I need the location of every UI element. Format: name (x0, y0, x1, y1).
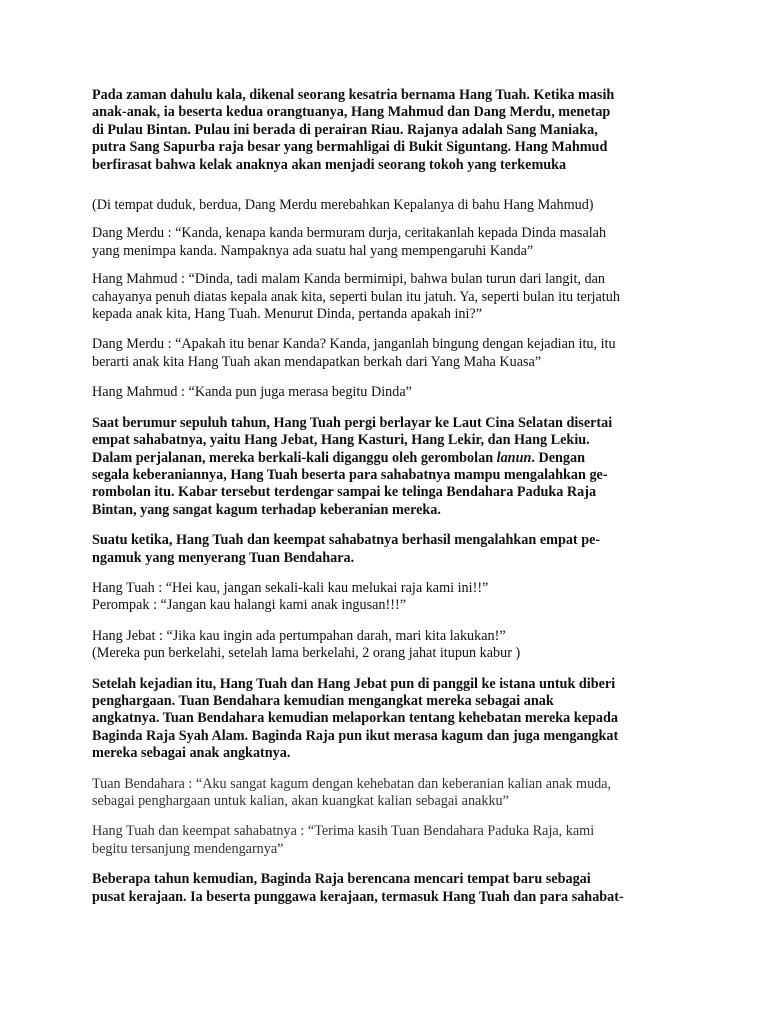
paragraph-gap (92, 810, 686, 823)
text-line: sebagai penghargaan untuk kalian, akan kuangkat kalian sebagai anakku” (92, 793, 509, 809)
paragraph-dialogue-dang-merdu-2 (92, 336, 686, 371)
text-line: begitu tersanjung mendengarnya” (92, 840, 284, 857)
paragraph-gap (92, 858, 686, 871)
text-line: yang menimpa kanda. Nampaknya ada suatu hal yang mempengaruhi Kanda” (92, 242, 534, 259)
paragraph-gap (92, 567, 686, 580)
text-line: Dalam perjalanan, mereka berkali-kali diganggu oleh gerombolan lanun. Dengan (92, 449, 585, 466)
paragraph-gap (92, 174, 686, 197)
paragraph-dialogue-hang-tuah (92, 580, 686, 615)
text-line: putra Sang Sapurba raja besar yang bermahligai di Bukit Siguntang. Hang Mahmud (92, 139, 608, 156)
text-line: Dang Merdu : “Apakah itu benar Kanda? Kanda, janganlah bingung dengan kejadian itu, itu (92, 336, 616, 353)
text-line: segala keberaniannya, Hang Tuah beserta para sahabatnya mampu mengalahkan ge- (92, 466, 608, 483)
text-line: di Pulau Bintan. Pulau ini berada di perairan Riau. Rajanya adalah Sang Maniaka, (92, 121, 598, 138)
paragraph-dialogue-hang-mahmud-2 (92, 384, 686, 401)
text-line: berfirasat bahwa kelak anaknya akan menjadi seorang tokoh yang terkemuka (92, 156, 567, 173)
text-line: Perompak : “Jangan kau halangi kami anak ingusan!!!” (92, 597, 406, 614)
paragraph-attack (92, 532, 686, 567)
paragraph-award (92, 676, 686, 763)
text-line: angkatnya. Tuan Bendahara kemudian melaporkan tentang kehebatan mereka kepada (92, 710, 618, 727)
text-line: pusat kerajaan. Ia beserta punggawa kerajaan, termasuk Hang Tuah dan para sahabat- (92, 888, 624, 905)
paragraph-gap (92, 402, 686, 415)
paragraph-gap (92, 214, 686, 225)
paragraph-gap (92, 323, 686, 336)
text-line: kepada anak kita, Hang Tuah. Menurut Dinda, pertanda apakah ini?” (92, 306, 483, 323)
text-line: berarti anak kita Hang Tuah akan mendapatkan berkah dari Yang Maha Kuasa” (92, 353, 542, 370)
text-line: penghargaan. Tuan Bendahara kemudian mengangkat mereka sebagai anak (92, 692, 554, 709)
text-line: Setelah kejadian itu, Hang Tuah dan Hang Jebat pun di panggil ke istana untuk diberi (92, 675, 616, 692)
paragraph-gap (92, 615, 686, 628)
paragraph-new-kingdom (92, 871, 686, 906)
text-line: anak-anak, ia beserta kedua orangtuanya, Hang Mahmud dan Dang Merdu, menetap (92, 104, 611, 121)
text-line: Hang Tuah : “Hei kau, jangan sekali-kali kau melukai raja kami ini!!” (92, 579, 489, 596)
paragraph-gap (92, 260, 686, 271)
paragraph-gap (92, 663, 686, 676)
text-line: Saat berumur sepuluh tahun, Hang Tuah pergi berlayar ke Laut Cina Selatan disertai (92, 414, 613, 431)
text-line: (Mereka pun berkelahi, setelah lama berkelahi, 2 orang jahat itupun kabur ) (92, 645, 521, 662)
paragraph-gap (92, 371, 686, 384)
italic-word: lanun (496, 449, 532, 466)
text-line: Hang Mahmud : “Kanda pun juga merasa begitu Dinda” (92, 384, 412, 401)
paragraph-gap (92, 763, 686, 776)
text-line: Beberapa tahun kemudian, Baginda Raja berencana mencari tempat baru sebagai (92, 871, 591, 888)
text-line: Hang Jebat : “Jika kau ingin ada pertumpahan darah, mari kita lakukan!” (92, 627, 506, 644)
document-body (92, 87, 686, 906)
text-line: Hang Tuah dan keempat sahabatnya : “Terima kasih Tuan Bendahara Paduka Raja, kami (92, 823, 595, 840)
paragraph-dialogue-hang-jebat (92, 628, 686, 663)
text-line: Tuan Bendahara : “Aku sangat kagum dengan kehebatan dan keberanian kalian anak muda, (92, 775, 612, 792)
text-line: cahayanya penuh diatas kepala anak kita, seperti bulan itu jatuh. Ya, seperti bulan itu terjatuh (92, 288, 620, 305)
text-line: Bintan, yang sangat kagum terhadap keberanian mereka. (92, 501, 441, 518)
paragraph-intro (92, 87, 686, 174)
text-line: mereka sebagai anak angkatnya. (92, 745, 291, 762)
text-line: Dang Merdu : “Kanda, kenapa kanda bermuram durja, ceritakanlah kepada Dinda masalah (92, 225, 607, 242)
paragraph-dialogue-sahabat (92, 823, 686, 858)
paragraph-gap (92, 519, 686, 532)
paragraph-voyage (92, 415, 686, 519)
text-line: empat sahabatnya, yaitu Hang Jebat, Hang Kasturi, Hang Lekir, dan Hang Lekiu. (92, 432, 590, 449)
text-line: (Di tempat duduk, berdua, Dang Merdu merebahkan Kepalanya di bahu Hang Mahmud) (92, 197, 594, 214)
text-line: Suatu ketika, Hang Tuah dan keempat sahabatnya berhasil mengalahkan empat pe- (92, 532, 601, 549)
text-line: Pada zaman dahulu kala, dikenal seorang kesatria bernama Hang Tuah. Ketika masih (92, 87, 615, 103)
text-line: rombolan itu. Kabar tersebut terdengar sampai ke telinga Bendahara Paduka Raja (92, 484, 597, 501)
text-line: ngamuk yang menyerang Tuan Bendahara. (92, 549, 355, 566)
paragraph-stage-direction (92, 197, 686, 214)
text-line: Baginda Raja Syah Alam. Baginda Raja pun ikut merasa kagum dan juga mengangkat (92, 727, 619, 744)
text-line: Hang Mahmud : “Dinda, tadi malam Kanda bermimipi, bahwa bulan turun dari langit, dan (92, 271, 605, 288)
paragraph-dialogue-dang-merdu-1 (92, 225, 686, 260)
paragraph-dialogue-tuan-bendahara (92, 776, 686, 811)
paragraph-dialogue-hang-mahmud-1 (92, 271, 686, 323)
